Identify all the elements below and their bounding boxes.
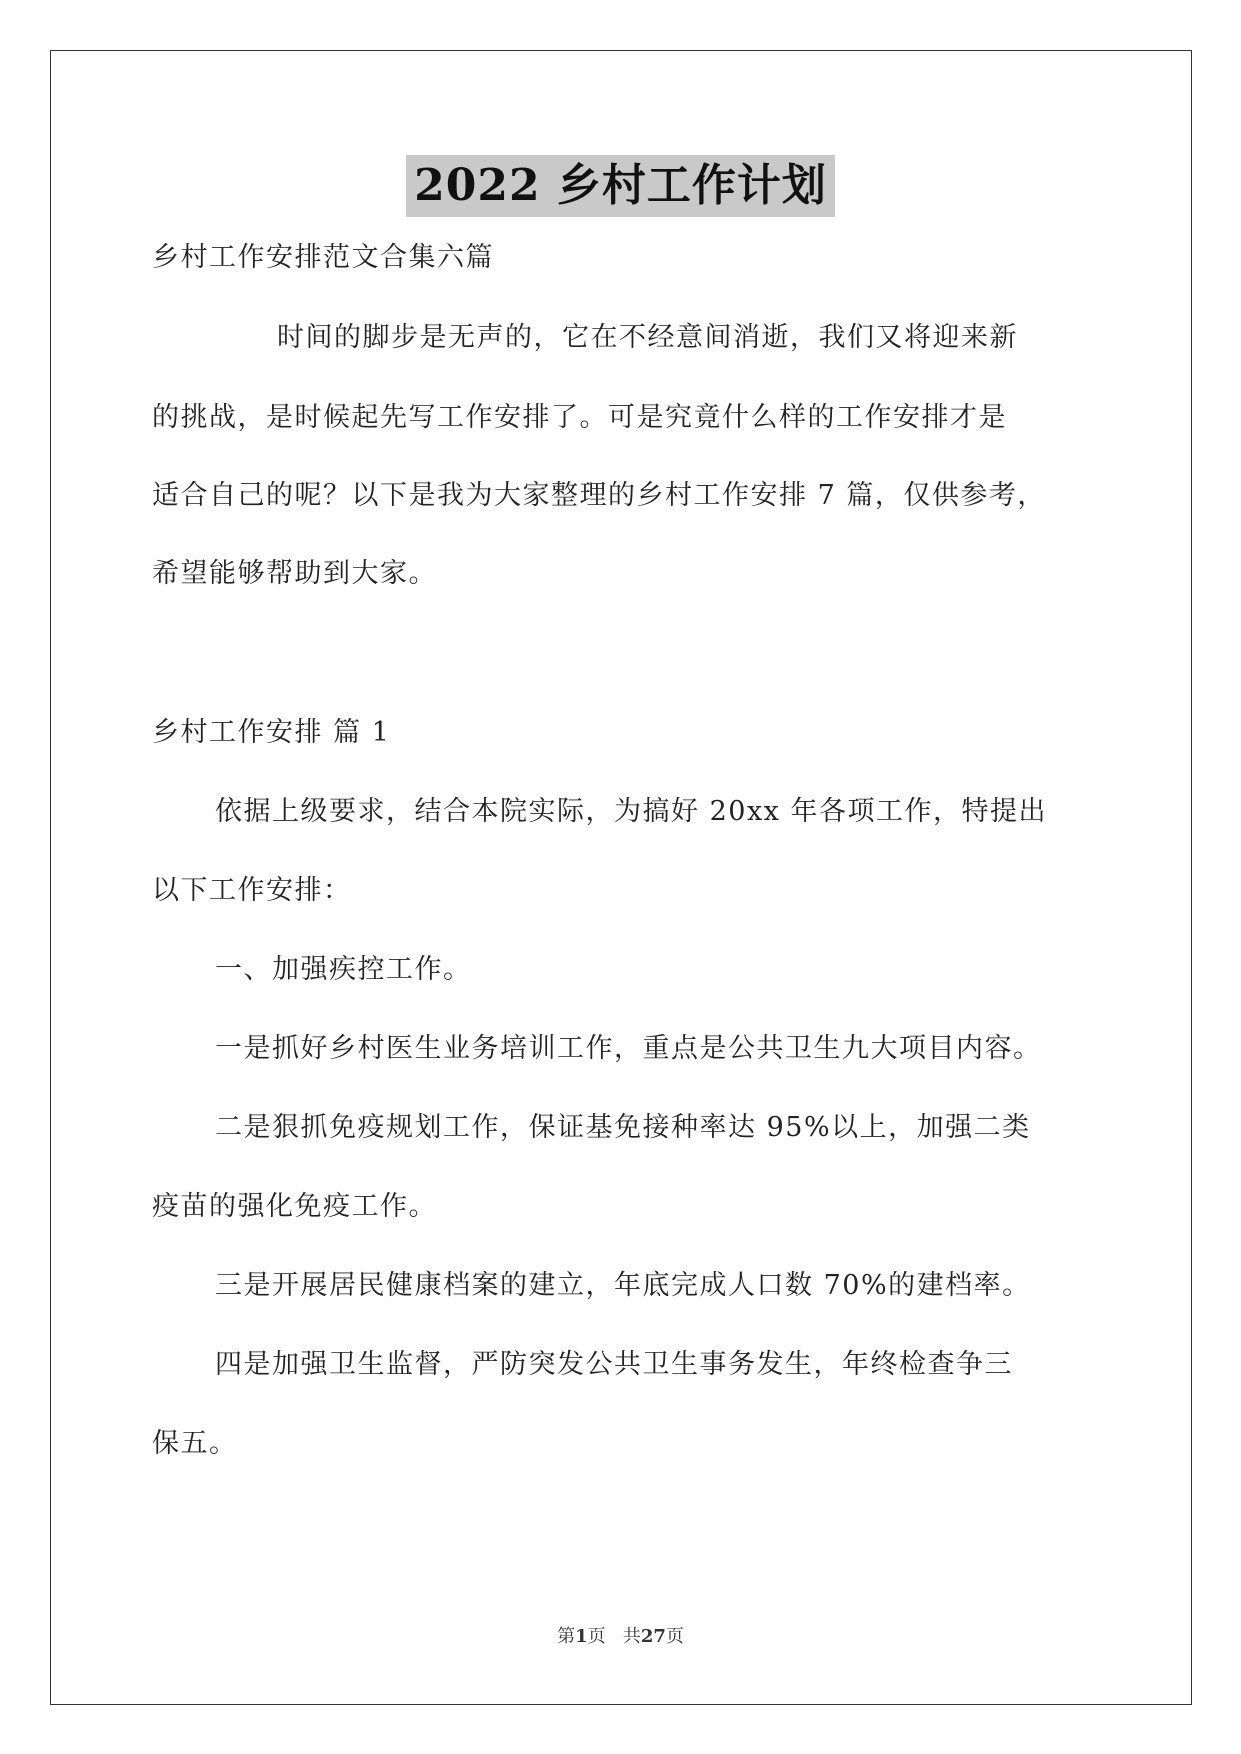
body-line: 四是加强卫生监督，严防突发公共卫生事务发生，年终检查争三: [215, 1349, 1013, 1380]
section-heading: 乡村工作安排 篇 1: [152, 717, 391, 748]
body-line: 以下工作安排：: [152, 875, 352, 906]
document-title: 2022 乡村工作计划: [406, 155, 835, 217]
intro-line: 的挑战，是时候起先写工作安排了。可是究竟什么样的工作安排才是: [152, 402, 1007, 433]
body-line: 保五。: [152, 1428, 238, 1459]
page-footer: [0, 1625, 1241, 1649]
intro-line: 希望能够帮助到大家。: [152, 558, 437, 589]
body-line: 疫苗的强化免疫工作。: [152, 1191, 437, 1222]
body-line: 二是狠抓免疫规划工作，保证基免接种率达 95%以上，加强二类: [215, 1112, 1031, 1143]
footer-page-suffix: 页: [587, 1626, 606, 1647]
footer-page-number: 1: [575, 1626, 588, 1647]
title-container: [0, 155, 1241, 217]
footer-prefix: 第: [557, 1626, 576, 1647]
intro-line: 适合自己的呢？以下是我为大家整理的乡村工作安排 7 篇，仅供参考，: [152, 480, 1046, 511]
footer-total-suffix: 页: [665, 1626, 684, 1647]
footer-total-prefix: 共: [622, 1626, 641, 1647]
intro-line: 时间的脚步是无声的，它在不经意间消逝，我们又将迎来新: [277, 322, 1018, 353]
body-line: 依据上级要求，结合本院实际，为搞好 20xx 年各项工作，特提出: [215, 796, 1047, 827]
footer-total-pages: 27: [640, 1626, 666, 1647]
body-line: 一是抓好乡村医生业务培训工作，重点是公共卫生九大项目内容。: [215, 1033, 1042, 1064]
document-subtitle: 乡村工作安排范文合集六篇: [152, 242, 494, 273]
body-line: 三是开展居民健康档案的建立，年底完成人口数 70%的建档率。: [215, 1270, 1031, 1301]
body-line: 一、加强疾控工作。: [215, 954, 472, 985]
